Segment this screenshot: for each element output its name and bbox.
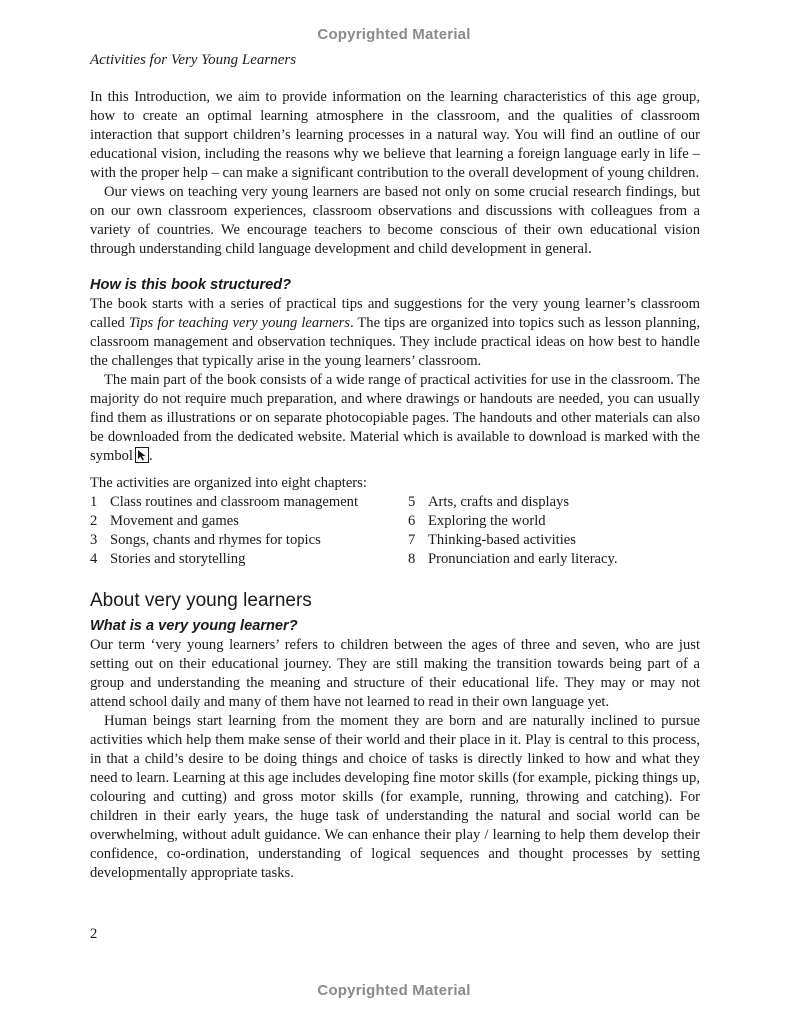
- chapter-title: Movement and games: [110, 513, 239, 529]
- chapter-number: 4: [90, 551, 98, 567]
- about-paragraph-1: Our term ‘very young learners’ refers to children between the ages of three and seven, who are just setting out on their educational journey. They are still making the transition towards being part of a group and understanding the meaning and structure of their educational life. They may or may not attend school daily and many of them have not learned to read in their own language yet.: [90, 637, 700, 710]
- download-cursor-icon: [135, 447, 149, 463]
- chapter-item: [90, 512, 408, 531]
- chapter-number: 5: [408, 494, 416, 510]
- structure-paragraph-2: [90, 371, 700, 466]
- running-head: Activities for Very Young Learners: [90, 52, 297, 68]
- chapter-title: Songs, chants and rhymes for topics: [110, 532, 321, 548]
- chapter-item: [408, 512, 700, 531]
- chapter-number: 3: [90, 532, 98, 548]
- chapter-number: 2: [90, 513, 98, 529]
- structure-p1-text-b: . The tips are organized into topics such as lesson planning, classroom management and observation techniques. They include practical ideas on how best to handle the challenges that typically arise in the young learners’ classroom.: [90, 315, 700, 369]
- about-heading: About very young learners: [90, 590, 312, 611]
- chapters-list: [90, 493, 700, 569]
- structure-p2-text-a: The main part of the book consists of a wide range of practical activities for use in the classroom. The majority do not require much preparation, and where drawings or handouts are needed, you can usually find them as illustrations or on separate photocopiable pages. The handouts and other materials can also be downloaded from the dedicated website. Material which is available to download is marked with the symbol: [90, 372, 700, 464]
- chapter-number: 6: [408, 513, 416, 529]
- watermark-bottom: Copyrighted Material: [317, 982, 471, 999]
- chapter-item: [90, 550, 408, 569]
- structure-p2-text-b: .: [148, 448, 153, 464]
- chapter-number: 7: [408, 532, 416, 548]
- chapter-title: Pronunciation and early literacy.: [428, 551, 618, 567]
- watermark-top: Copyrighted Material: [317, 26, 471, 43]
- chapter-item: [408, 531, 700, 550]
- chapter-item: [408, 493, 700, 512]
- intro-paragraph-1: In this Introduction, we aim to provide information on the learning characteristics of this age group, how to create an optimal learning atmosphere in the classroom, and the qualities of classroom interaction that support children’s learning processes in a natural way. You will find an outline of our educational vision, including the reasons why we believe that learning a foreign language early in life – with the proper help – can make a significant contribution to the overall development of young children.: [90, 89, 700, 181]
- chapter-item: [408, 550, 700, 569]
- chapter-number: 8: [408, 551, 416, 567]
- about-paragraph-2: Human beings start learning from the moment they are born and are naturally inclined to pursue activities which help them make sense of their world and their place in it. Play is central to this process, in that a child’s desire to be doing things and choice of tasks is directly linked to how and what they need to learn. Learning at this age includes developing fine motor skills (for example, picking things up, colouring and cutting) and gross motor skills (for example, running, throwing and catching). For children in their early years, the huge task of understanding the natural and social world can be overwhelming, without adult guidance. We can enhance their play / learning to help them develop their confidence, co-ordination, understanding of logical sequences and thought processes by setting developmentally appropriate tasks.: [90, 713, 700, 881]
- tips-title: Tips for teaching very young learners: [128, 315, 350, 331]
- chapters-intro: The activities are organized into eight chapters:: [90, 475, 367, 491]
- chapter-number: 1: [90, 494, 98, 510]
- chapter-item: [90, 493, 408, 512]
- page-number: 2: [90, 926, 98, 942]
- structure-heading: How is this book structured?: [90, 277, 292, 293]
- page-content: [90, 51, 700, 883]
- chapter-item: [90, 531, 408, 550]
- chapter-title: Class routines and classroom management: [110, 494, 359, 510]
- chapter-title: Exploring the world: [428, 513, 546, 529]
- chapter-title: Arts, crafts and displays: [428, 494, 570, 510]
- chapter-title: Thinking-based activities: [428, 532, 576, 548]
- intro-paragraph-2: Our views on teaching very young learners are based not only on some crucial research findings, but on our own classroom experiences, classroom observations and discussions with colleagues from a variety of countries. We encourage teachers to become conscious of their own educational vision through understanding child language development and child development in general.: [90, 184, 700, 257]
- structure-paragraph-1: [90, 295, 700, 371]
- chapter-title: Stories and storytelling: [110, 551, 246, 567]
- about-subheading: What is a very young learner?: [90, 618, 298, 634]
- structure-p1-text-a: The book starts with a series of practical tips and suggestions for the very young learner’s classroom called: [90, 296, 700, 331]
